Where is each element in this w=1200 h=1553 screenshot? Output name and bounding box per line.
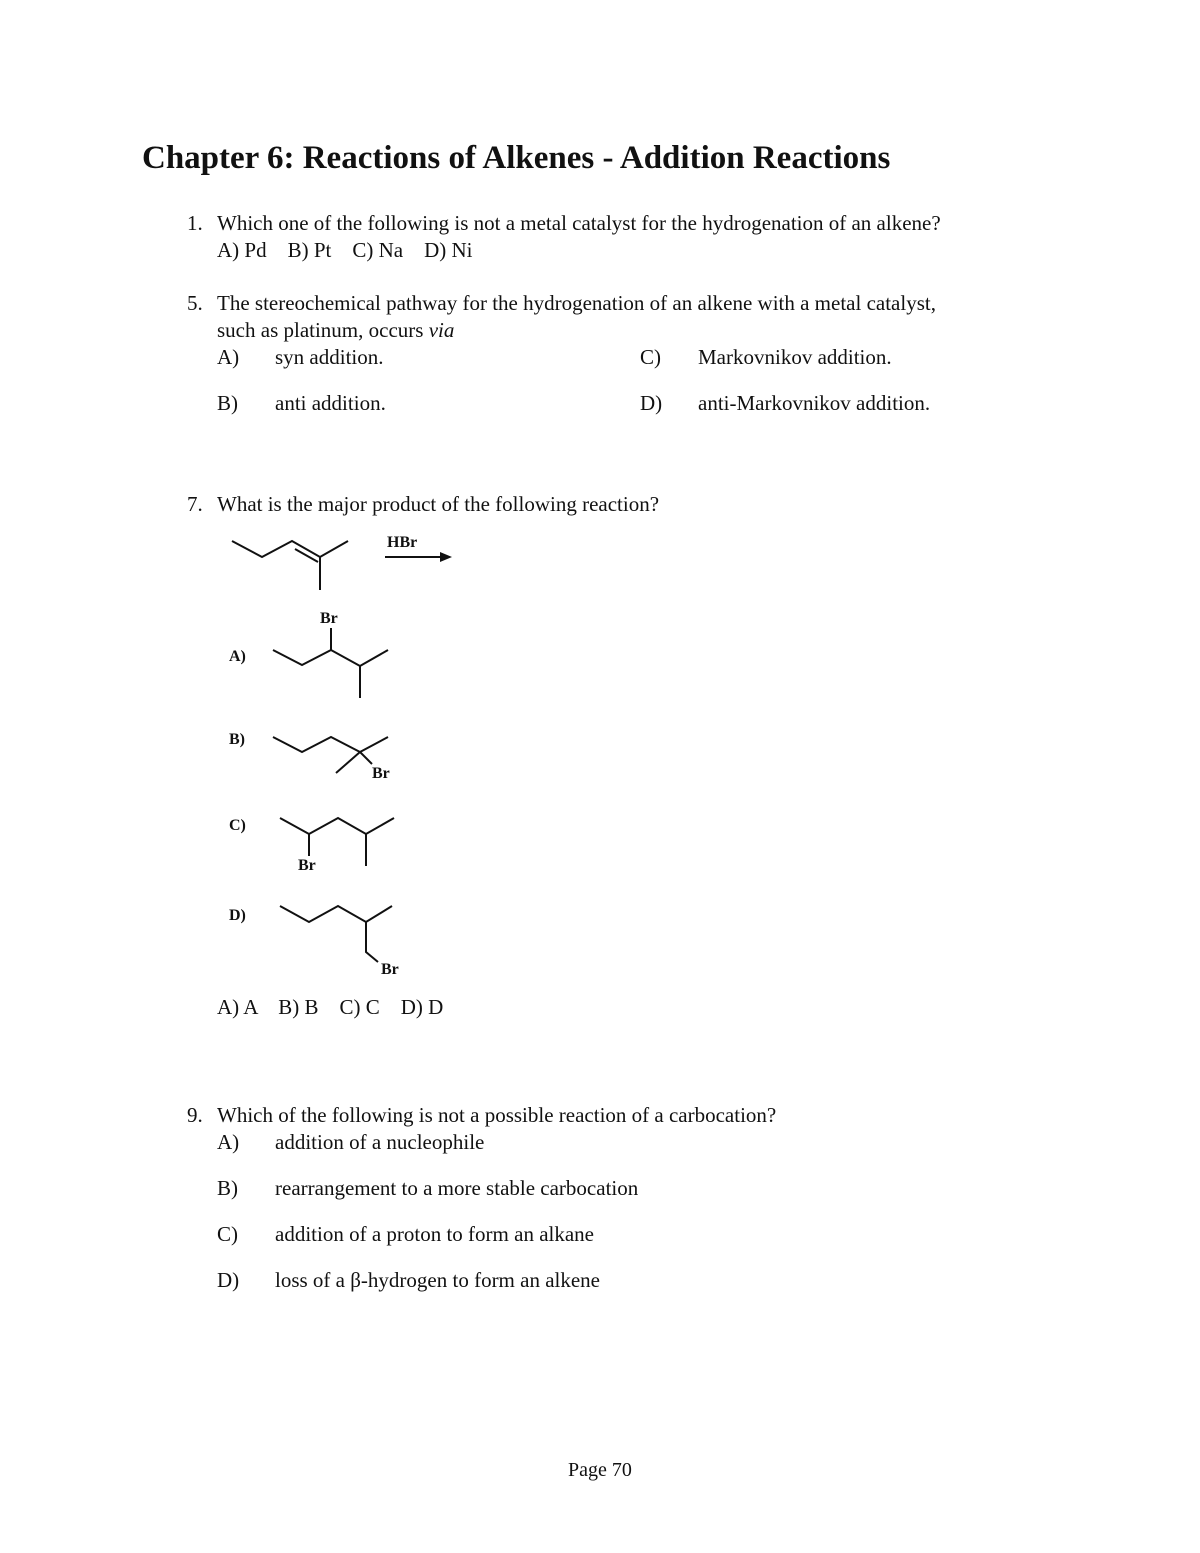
structure-d (280, 906, 399, 978)
reactant-alkene-structure (232, 541, 348, 590)
arrow-head (440, 552, 452, 562)
reactant-double-bond (295, 549, 318, 562)
structure-a-br: Br (320, 610, 338, 627)
question-5-text-line2-roman: such as platinum, occurs (217, 318, 429, 342)
structure-b-methyl (336, 752, 360, 773)
question-1-answers: A) Pd B) Pt C) Na D) Ni (217, 238, 473, 262)
q9-option-a-text: addition of a nucleophile (275, 1130, 485, 1154)
structure-b-br: Br (372, 765, 390, 782)
question-7-number: 7. (187, 492, 203, 516)
q9-option-b-letter: B) (217, 1176, 238, 1200)
question-7-answers: A) A B) B C) C D) D (217, 995, 444, 1019)
q9-option-c-text: addition of a proton to form an alkane (275, 1222, 594, 1246)
structure-d-br: Br (381, 961, 399, 978)
q5-option-d-letter: D) (640, 391, 663, 415)
q9-option-c-letter: C) (217, 1222, 238, 1246)
question-5-number: 5. (187, 291, 203, 315)
q5-option-c-text: Markovnikov addition. (698, 345, 892, 369)
reaction-arrow (385, 534, 452, 562)
structure-a-label: A) (229, 648, 246, 665)
structure-c-chain (280, 818, 394, 834)
q9-option-d-text: loss of a β-hydrogen to form an alkene (275, 1268, 601, 1292)
question-5-text-via: via (428, 318, 455, 342)
q5-option-d-text: anti-Markovnikov addition. (698, 391, 931, 415)
question-1-text: Which one of the following is not a metal catalyst for the hydrogenation of an alkene? (217, 211, 941, 235)
structure-c-br: Br (298, 857, 316, 874)
q5-option-b-text: anti addition. (275, 391, 386, 415)
q5-option-a-letter: A) (217, 345, 240, 369)
reactant-chain (232, 541, 348, 557)
structure-a (273, 610, 388, 698)
structure-d-chain (280, 906, 392, 922)
q5-option-a-text: syn addition. (275, 345, 384, 369)
q9-option-a-letter: A) (217, 1130, 240, 1154)
question-9-number: 9. (187, 1103, 203, 1127)
structure-b-label: B) (229, 731, 245, 748)
structure-b-chain (273, 737, 388, 752)
question-1-number: 1. (187, 211, 203, 235)
question-9-text: Which of the following is not a possible reaction of a carbocation? (217, 1103, 777, 1127)
structure-a-chain (273, 650, 388, 666)
structure-d-label: D) (229, 907, 246, 924)
structure-b-br-bond (360, 752, 372, 764)
page-number: Page 70 (568, 1459, 632, 1481)
structure-c-label: C) (229, 817, 246, 834)
q5-option-c-letter: C) (640, 345, 661, 369)
page-title: Chapter 6: Reactions of Alkenes - Addition Reactions (142, 140, 891, 176)
structure-c (280, 818, 394, 874)
question-7-text: What is the major product of the following reaction? (217, 492, 660, 516)
q9-option-d-letter: D) (217, 1268, 240, 1292)
structure-d-ch2br (366, 922, 378, 962)
q9-option-b-text: rearrangement to a more stable carbocation (275, 1176, 639, 1200)
question-5-text-line1: The stereochemical pathway for the hydrogenation of an alkene with a metal catalyst, (217, 291, 936, 315)
structure-b (273, 737, 390, 782)
reagent-label: HBr (387, 534, 418, 551)
q5-option-b-letter: B) (217, 391, 238, 415)
